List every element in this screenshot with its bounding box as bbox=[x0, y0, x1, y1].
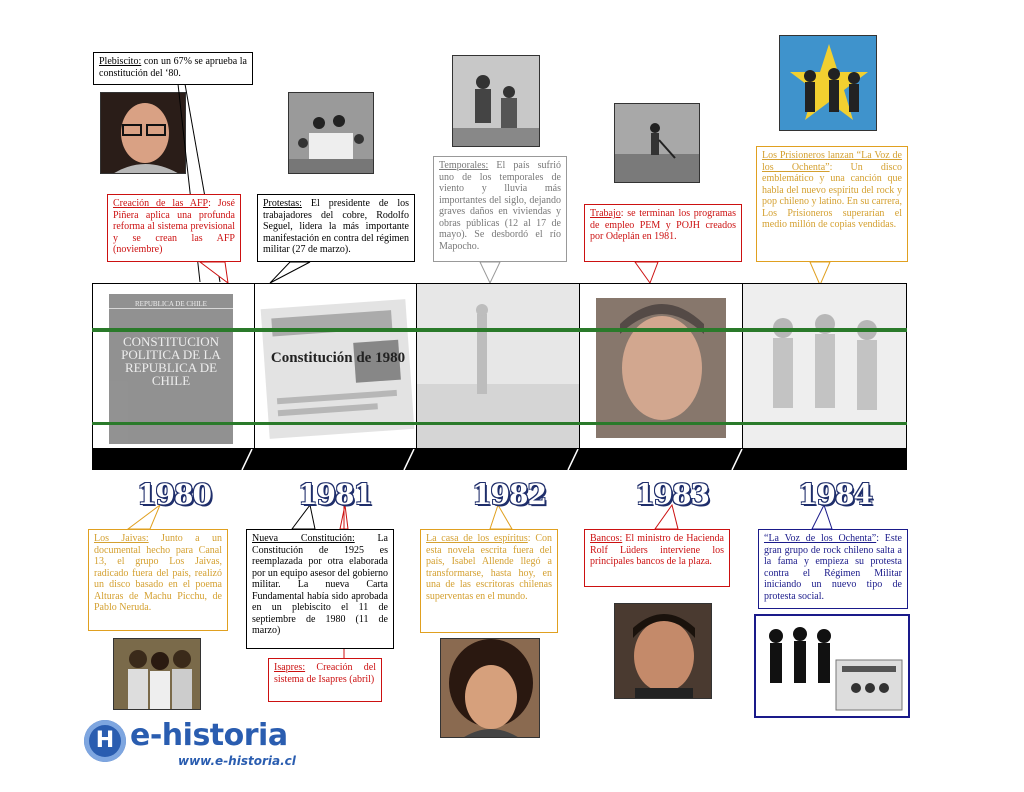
callout-jaivas-keyword: Los Jaivas: bbox=[94, 533, 149, 544]
logo-url[interactable]: www.e-historia.cl bbox=[178, 754, 296, 768]
timeline-green-line-bottom bbox=[92, 422, 907, 425]
callout-isapres-keyword: Isapres: bbox=[274, 662, 306, 673]
center-caption: Constitución de 1980 bbox=[270, 350, 406, 366]
callout-casa-espiritus-text: : Con esta novela escrita fuera del país, Isabel Allende llegó a transformarse, hasta hoy, en una de las escritoras chilenas superventas en el mundo. bbox=[426, 533, 553, 602]
year-1983: 1983 bbox=[635, 478, 709, 511]
callout-casa-espiritus bbox=[420, 529, 558, 633]
callout-isapres-text: Creación del sistema de Isapres (abril) bbox=[274, 662, 376, 685]
callout-plebiscito-keyword: Plebiscito: bbox=[99, 56, 142, 67]
callout-afp-keyword: Creación de las AFP bbox=[113, 198, 209, 209]
callout-temporales bbox=[433, 156, 567, 262]
callout-trabajo-text: : se terminan los programas de empleo PEM y POJH creados por Odeplán en 1981. bbox=[590, 208, 736, 242]
year-1984: 1984 bbox=[798, 478, 872, 511]
callout-protestas bbox=[257, 194, 415, 262]
photo-los-jaivas bbox=[113, 638, 201, 710]
e-historia-logo bbox=[80, 716, 310, 776]
year-1982: 1982 bbox=[472, 478, 546, 511]
callout-jaivas-text: Junto a un documental hecho para Canal 13, el grupo Los Jaivas, radicado fuera del país, realizó un disco basado en el poema Alturas de Machu Picchu, de Pablo Neruda. bbox=[94, 533, 223, 613]
callout-prisioneros-text: : Un disco emblemático y una canción que habla del nuevo espíritu del rock y pop chileno y latino. En su carrera, Los Prisioneros superarían el medio millón de copias vendidas. bbox=[762, 161, 902, 230]
callout-bancos-text: El ministro de Hacienda Rolf Lüders interviene los principales bancos de la plaza. bbox=[590, 533, 724, 567]
book-cover-top: REPUBLICA DE CHILE bbox=[109, 300, 233, 309]
callout-casa-espiritus-keyword: La casa de los espíritus bbox=[426, 533, 528, 544]
callout-voz-ochenta bbox=[758, 529, 908, 609]
newspaper-image bbox=[261, 299, 415, 439]
timeline-black-bar bbox=[92, 449, 907, 470]
callout-afp-text: : José Piñera aplica una profunda reforma al sistema previsional y se crean las AFP (noviembre) bbox=[113, 198, 235, 255]
photo-voz-ochenta bbox=[754, 614, 910, 718]
logo-name: e-historia bbox=[130, 718, 288, 753]
callout-afp bbox=[107, 194, 241, 262]
callout-plebiscito bbox=[93, 52, 253, 85]
callout-bancos bbox=[584, 529, 730, 587]
year-1981: 1981 bbox=[298, 478, 372, 511]
callout-jaivas bbox=[88, 529, 228, 631]
callout-nueva-constitucion bbox=[246, 529, 394, 649]
callout-nueva-constitucion-keyword: Nueva Constitución: bbox=[252, 533, 355, 544]
callout-trabajo bbox=[584, 204, 742, 262]
callout-protestas-keyword: Protestas: bbox=[263, 198, 302, 209]
callout-protestas-text: El presidente de los trabajadores del cobre, Rodolfo Seguel, lidera la más importante manifestación en contra del régimen militar (27 de marzo). bbox=[263, 198, 409, 255]
callout-trabajo-keyword: Trabajo bbox=[590, 208, 621, 219]
photo-isabel-allende bbox=[440, 638, 540, 738]
callout-prisioneros bbox=[756, 146, 908, 262]
callout-nueva-constitucion-text: La Constitución de 1925 es reemplazada por otra elaborada por un equipo asesor del gobierno militar. La nueva Carta Fundamental había sido aprobada en un plebiscito el 11 de septiembre de 1980 (11 de marzo) bbox=[252, 533, 388, 636]
logo-h-icon: H bbox=[84, 720, 126, 762]
book-cover-title: CONSTITUCION POLITICA DE LA REPUBLICA DE CHILE bbox=[121, 334, 221, 388]
callout-isapres bbox=[268, 658, 382, 702]
photo-rolf-luders bbox=[614, 603, 712, 699]
year-1980: 1980 bbox=[137, 478, 211, 511]
callout-temporales-keyword: Temporales: bbox=[439, 160, 489, 171]
timeline-green-line-top bbox=[92, 328, 907, 332]
callout-plebiscito-text: con un 67% se aprueba la constitución del ‘80. bbox=[99, 56, 247, 79]
callout-voz-ochenta-text: : Este gran grupo de rock chileno salta a la fama y empieza su protesta contra el Régimen Militar iniciando un nuevo tipo de protesta social. bbox=[764, 533, 902, 602]
callout-bancos-keyword: Bancos: bbox=[590, 533, 623, 544]
callout-prisioneros-keyword: Los Prisioneros lanzan “La Voz de los Ochenta” bbox=[762, 150, 902, 173]
callout-voz-ochenta-keyword: “La Voz de los Ochenta” bbox=[764, 533, 877, 544]
callout-temporales-text: El país sufrió uno de los temporales de viento y lluvia más importantes del siglo, dejando graves daños en viviendas y obras públicas (12 al 17 de mayo). Se desbordó el río Mapocho. bbox=[439, 160, 561, 252]
